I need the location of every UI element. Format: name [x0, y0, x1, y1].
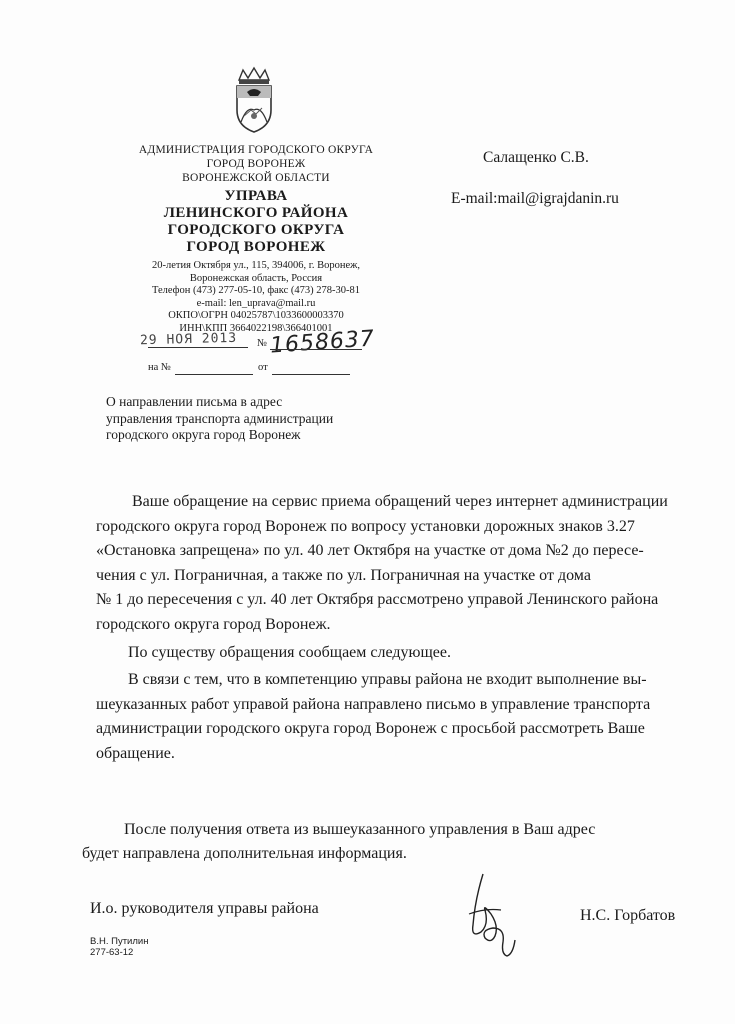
para4-line-2: будет направлена дополнительная информация.	[82, 845, 407, 862]
org-line-3: ВОРОНЕЖСКОЙ ОБЛАСТИ	[182, 172, 330, 184]
number-label: №	[257, 338, 268, 349]
para3-line-2: шеуказанных работ управой района направлено письмо в управление транспорта	[96, 695, 651, 713]
para3-line-4: обращение.	[96, 744, 175, 762]
recipient-email: E-mail:mail@igrajdanin.ru	[451, 190, 619, 207]
number-line	[270, 349, 362, 350]
para1-line-5: № 1 до пересечения с ул. 40 лет Октября рассмотрено управой Ленинского района	[96, 591, 659, 609]
title-line-2: ЛЕНИНСКОГО РАЙОНА	[163, 205, 349, 221]
ref-from-line	[272, 374, 350, 375]
ref-from-label: от	[258, 362, 268, 373]
subject	[106, 394, 376, 444]
title-line-4: ГОРОД ВОРОНЕЖ	[186, 239, 326, 255]
address-line-2: Воронежская область, Россия	[189, 272, 323, 284]
org-line-2: ГОРОД ВОРОНЕЖ	[206, 158, 306, 170]
coat-of-arms-icon	[229, 66, 279, 134]
para1-line-4: чения с ул. Пограничная, а также по ул. Пограничная на участке от дома	[96, 566, 591, 584]
ref-label: на №	[148, 362, 171, 373]
recipient-name: Салащенко С.В.	[483, 149, 589, 166]
date-line	[148, 347, 248, 348]
title-line-1: УПРАВА	[224, 188, 288, 204]
para1-line-1: Ваше обращение на сервис приема обращений через интернет администрации	[132, 493, 668, 510]
signatory-name: Н.С. Горбатов	[580, 907, 676, 924]
signatory-position: И.о. руководителя управы района	[90, 900, 319, 917]
okpo-line: ОКПО\ОГРН 04025787\1033600003370	[168, 310, 344, 321]
inn-line: ИНН\КПП 3664022198\366401001	[179, 322, 333, 334]
subject-line-2: управления транспорта администрации	[106, 410, 334, 426]
letterhead	[108, 143, 404, 335]
executor-phone: 277-63-12	[90, 947, 134, 958]
letter-body	[96, 490, 710, 767]
para4-line-1: После получения ответа из вышеуказанного управления в Ваш адрес	[124, 821, 596, 838]
ref-line	[175, 374, 253, 375]
registration-number: 1658637	[269, 326, 376, 359]
handwritten-signature-icon	[455, 870, 525, 960]
executor-info	[90, 936, 148, 958]
para1-line-2: городского округа город Воронеж по вопросу установки дорожных знаков 3.27	[96, 517, 635, 535]
para2: По существу обращения сообщаем следующее.	[128, 643, 451, 661]
email-line: e-mail: len_uprava@mail.ru	[196, 297, 316, 309]
para3-line-1: В связи с тем, что в компетенцию управы района не входит выполнение вы-	[128, 671, 647, 689]
para1-line-6: городского округа город Воронеж.	[96, 615, 331, 633]
title-line-3: ГОРОДСКОГО ОКРУГА	[167, 222, 345, 238]
date-stamp: 29 НОЯ 2013	[139, 330, 238, 349]
subject-line-3: городского округа город Воронеж	[106, 427, 301, 442]
subject-line-1: О направлении письма в адрес	[106, 394, 283, 409]
executor-name: В.Н. Путилин	[90, 936, 149, 947]
address-line-1: 20-летия Октября ул., 115, 394006, г. Воронеж,	[152, 260, 360, 271]
phone-line: Телефон (473) 277-05-10, факс (473) 278-30-81	[151, 285, 361, 296]
para3-line-3: администрации городского округа город Воронеж с просьбой рассмотреть Ваше	[96, 720, 645, 738]
org-line-1: АДМИНИСТРАЦИЯ ГОРОДСКОГО ОКРУГА	[138, 144, 374, 156]
para1-line-3: «Остановка запрещена» по ул. 40 лет Октября на участке от дома №2 до пересе-	[96, 542, 644, 560]
closing-paragraph	[82, 818, 702, 866]
